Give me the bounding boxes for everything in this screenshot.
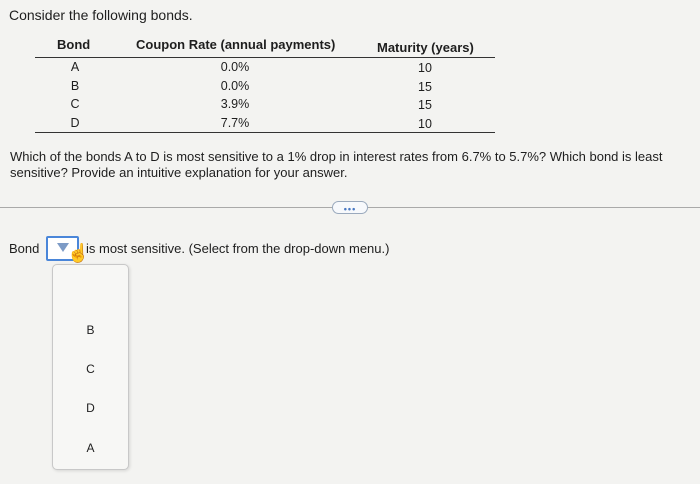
cell-coupon: 7.7% <box>220 116 250 130</box>
cell-maturity: 15 <box>418 80 432 94</box>
answer-suffix: is most sensitive. (Select from the drop-down menu.) <box>86 241 390 256</box>
cell-coupon: 0.0% <box>220 79 250 93</box>
answer-prefix: Bond <box>9 241 40 256</box>
question-text: Which of the bonds A to D is most sensitive to a 1% drop in interest rates from 6.7% to 5.7%? Which bond is least sensitive? Provide an intuitive explanation for your answer. <box>10 149 663 180</box>
dropdown-option-c[interactable]: C <box>86 362 95 376</box>
cell-bond: D <box>70 116 80 130</box>
more-button[interactable] <box>332 201 368 214</box>
more-button-label: ••• <box>343 204 357 214</box>
cell-bond: C <box>70 97 80 111</box>
cell-bond: A <box>70 60 80 74</box>
dropdown-option-a[interactable]: A <box>86 441 95 455</box>
cell-coupon: 3.9% <box>220 97 250 111</box>
dropdown-menu <box>52 264 129 470</box>
table-bottom-rule <box>35 132 495 133</box>
cell-bond: B <box>70 79 80 93</box>
intro-text: Consider the following bonds. <box>9 7 193 23</box>
hand-cursor-icon: ☝ <box>67 243 90 263</box>
dropdown-option-b[interactable]: B <box>86 323 95 337</box>
cell-maturity: 10 <box>418 117 432 131</box>
cell-maturity: 15 <box>418 98 432 112</box>
section-divider <box>368 207 700 208</box>
header-maturity: Maturity (years) <box>377 40 474 55</box>
table-header-rule <box>35 57 495 58</box>
dropdown-option-d[interactable]: D <box>86 401 95 415</box>
section-divider <box>0 207 332 208</box>
cell-maturity: 10 <box>418 61 432 75</box>
cell-coupon: 0.0% <box>220 60 250 74</box>
header-coupon: Coupon Rate (annual payments) <box>136 37 336 52</box>
header-bond: Bond <box>57 37 91 52</box>
